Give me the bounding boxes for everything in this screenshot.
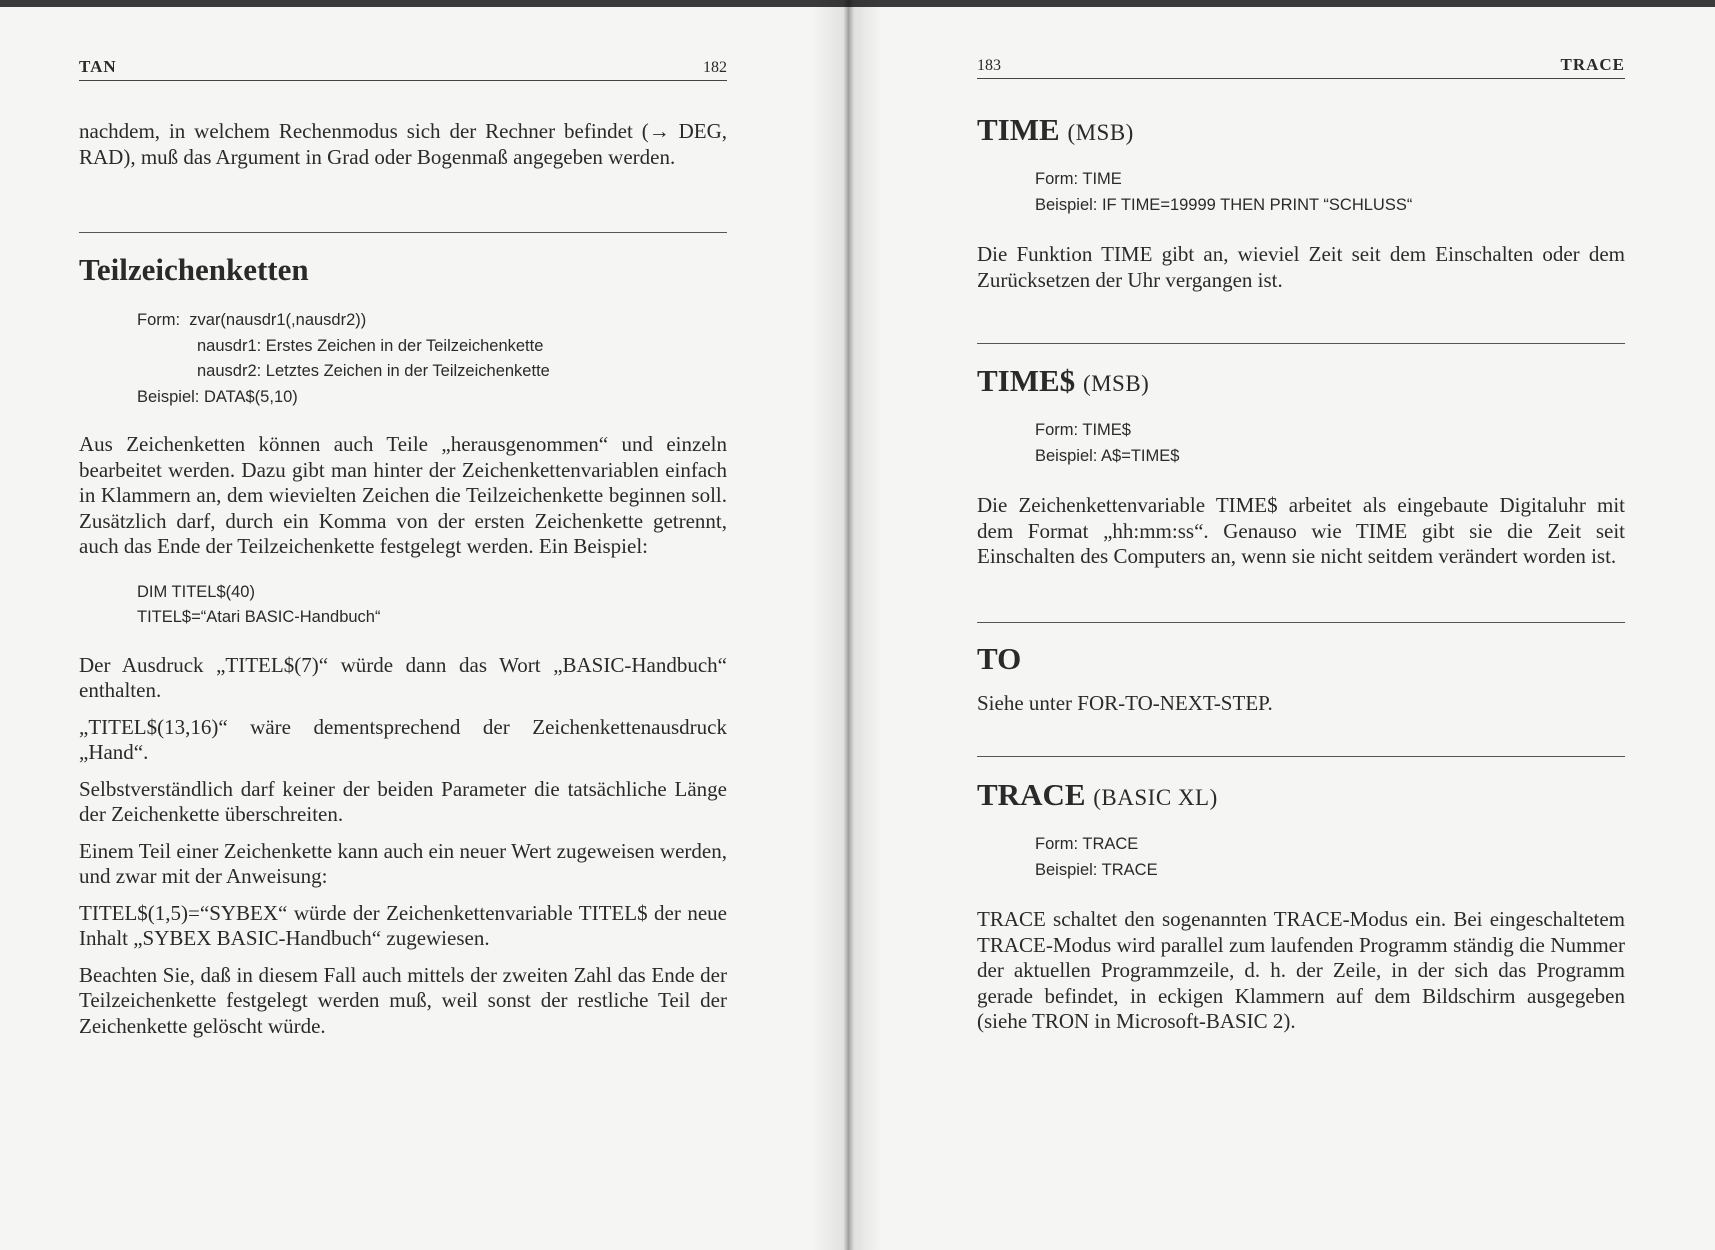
- code-line-1: DIM TITEL$(40): [137, 582, 255, 601]
- syntax-block: [137, 308, 727, 410]
- time-str-tag: (MSB): [1082, 371, 1150, 396]
- trace-keyword: TRACE: [977, 777, 1086, 812]
- time-str-description: Die Zeichenkettenvariable TIME$ arbeitet als eingebaute Digitaluhr mit dem Format „hh:mm:ss“. Genauso wie TIME gibt sie die Zeit seit Einschalten des Computers an, wenn sie nicht seitdem verändert worden ist.: [977, 493, 1625, 568]
- time-example: Beispiel: IF TIME=19999 THEN PRINT “SCHLUSS“: [1035, 195, 1413, 214]
- code-example: [137, 580, 727, 631]
- example-line: Beispiel: DATA$(5,10): [137, 387, 298, 406]
- left-running-header: [79, 53, 727, 81]
- time-str-keyword: TIME$: [977, 363, 1076, 398]
- time-str-form: Form: TIME$: [1035, 421, 1131, 439]
- time-str-syntax: [1035, 418, 1625, 469]
- right-running-header: [977, 51, 1625, 79]
- book-gutter-shadow: [812, 0, 882, 1250]
- form-value: zvar(nausdr1(,nausdr2)): [189, 311, 367, 329]
- left-column: [79, 53, 727, 1050]
- paragraph-length-limit: Selbstverständlich darf keiner der beiden Parameter die tatsächliche Länge der Zeichenkette überschreiten.: [79, 776, 727, 826]
- divider-time-str: [977, 343, 1625, 344]
- entry-heading-trace: [977, 777, 1625, 816]
- entry-heading-to: [977, 641, 1625, 677]
- entry-heading-time-str: [977, 363, 1625, 402]
- paragraph-titel-13-16: „TITEL$(13,16)“ wäre dementsprechend der Zeichenkettenausdruck „Hand“.: [79, 714, 727, 764]
- section-heading-teilzeichenketten: Teilzeichenketten: [79, 252, 309, 287]
- trace-syntax: [1035, 832, 1625, 883]
- divider-trace: [977, 756, 1625, 757]
- paragraph-assignment: Einem Teil einer Zeichenkette kann auch ein neuer Wert zugeweisen werden, und zwar mit der Anweisung:: [79, 838, 727, 888]
- param1-line: nausdr1: Erstes Zeichen in der Teilzeichenkette: [197, 336, 544, 355]
- time-keyword: TIME: [977, 112, 1060, 147]
- trace-description: TRACE schaltet den sogenannten TRACE-Modus ein. Bei eingeschaltetem TRACE-Modus wird parallel zum laufenden Programm ständig die Nummer der aktuellen Programmzeile, d. h. der Zeile, in der sich das Programm gerade befindet, in eckigen Klammern auf dem Bildschirm ausgegeben (siehe TRON in Microsoft-BASIC 2).: [977, 907, 1625, 1033]
- right-header-title: TRACE: [1560, 55, 1625, 74]
- paragraph-intro-substrings: Aus Zeichenketten können auch Teile „herausgenommen“ und einzeln bearbeitet werden. Dazu gibt man hinter der Zeichenkettenvariablen einfach in Klammern an, dem wievielten Zeichen die Teilzeichenkette beginnen soll. Zusätzlich darf, durch ein Komma von der ersten Zeichenkette getrennt, auch das Ende der Teilzeichenkette festgelegt werden. Ein Beispiel:: [79, 432, 727, 558]
- trace-tag: (BASIC XL): [1093, 785, 1218, 810]
- time-tag: (MSB): [1067, 120, 1134, 145]
- to-keyword: TO: [977, 640, 1022, 676]
- left-page-number: 182: [703, 59, 727, 76]
- right-page-number: 183: [977, 57, 1001, 74]
- time-syntax: [1035, 167, 1625, 218]
- left-page: [0, 7, 848, 1250]
- form-line: [137, 308, 727, 334]
- right-column: [977, 51, 1625, 1046]
- paragraph-sybex: TITEL$(1,5)=“SYBEX“ würde der Zeichenkettenvariable TITEL$ der neue Inhalt „SYBEX BASIC-Handbuch“ zugewiesen.: [79, 900, 727, 950]
- divider-to: [977, 622, 1625, 623]
- entry-heading-time: [977, 112, 1625, 151]
- trace-example: Beispiel: TRACE: [1035, 860, 1158, 879]
- intro-paragraph: nachdem, in welchem Rechenmodus sich der Rechner befindet (→ DEG, RAD), muß das Argument in Grad oder Bogenmaß angegeben werden.: [79, 119, 727, 169]
- time-form: Form: TIME: [1035, 170, 1122, 188]
- code-line-2: TITEL$=“Atari BASIC-Handbuch“: [137, 608, 381, 626]
- trace-form: Form: TRACE: [1035, 835, 1139, 853]
- time-description: Die Funktion TIME gibt an, wieviel Zeit seit dem Einschalten oder dem Zurücksetzen der Uhr vergangen ist.: [977, 242, 1625, 292]
- paragraph-titel-7: Der Ausdruck „TITEL$(7)“ würde dann das Wort „BASIC-Handbuch“ enthalten.: [79, 652, 727, 702]
- paragraph-note: Beachten Sie, daß in diesem Fall auch mittels der zweiten Zahl das Ende der Teilzeichenkette festgelegt werden muß, weil sonst der restliche Teil der Zeichenkette gelöscht würde.: [79, 962, 727, 1038]
- time-str-example: Beispiel: A$=TIME$: [1035, 446, 1180, 465]
- left-header-title: TAN: [79, 57, 117, 76]
- to-description: Siehe unter FOR-TO-NEXT-STEP.: [977, 690, 1273, 715]
- section-divider: [79, 232, 727, 233]
- right-page: [862, 7, 1715, 1250]
- param2-line: nausdr2: Letztes Zeichen in der Teilzeichenkette: [197, 362, 550, 380]
- form-label: Form:: [137, 311, 181, 329]
